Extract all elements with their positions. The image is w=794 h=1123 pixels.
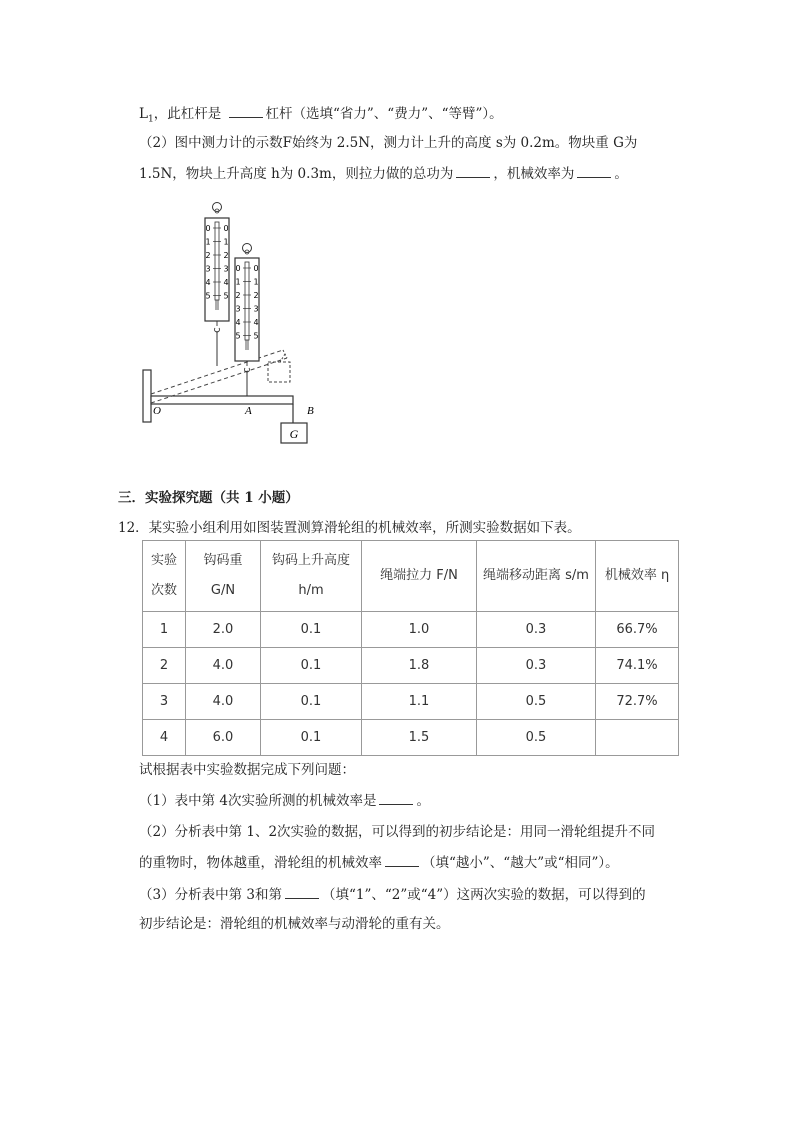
scale-tick-label-left: 2 — [235, 291, 241, 300]
scale-tick-label-left: 4 — [205, 278, 211, 287]
lever-experiment-figure — [135, 198, 335, 473]
scale-tick-label-left: 2 — [205, 251, 211, 260]
scale-tick-label-right: 1 — [253, 277, 259, 287]
answer-blank-total-work[interactable] — [456, 163, 490, 178]
label-a: A — [245, 405, 252, 417]
header-force: 绳端拉力 F/N — [362, 541, 477, 612]
scale-tick-label-left: 5 — [235, 331, 241, 341]
answer-blank-trend[interactable] — [385, 852, 419, 867]
scale-tick-label-right: 5 — [253, 331, 259, 341]
experiment-data-table — [142, 540, 679, 756]
scale-tick-label-right: 1 — [223, 237, 229, 247]
lever-bar — [151, 396, 293, 404]
table-cell: 4.0 — [186, 648, 261, 684]
scale-tick-label-left: 5 — [205, 291, 211, 301]
answer-blank-trial4-efficiency[interactable] — [379, 790, 413, 805]
table-cell: 1.0 — [362, 612, 477, 648]
table-cell: 0.3 — [477, 648, 596, 684]
table-row — [143, 612, 679, 648]
scale-tick-label-right: 5 — [223, 291, 229, 301]
section-title: 三．实验探究题（共 1 小题） — [118, 490, 299, 506]
table-cell: 0.5 — [477, 684, 596, 720]
question-11-part-2-line-2: 1.5N，物块上升高度 h为 0.3m，则拉力做的总功为 ，机械效率为 。 — [139, 163, 628, 184]
table-row — [143, 684, 679, 720]
header-efficiency: 机械效率 η — [596, 541, 679, 612]
scale-tick-label-left: 1 — [235, 277, 241, 287]
table-cell: 0.5 — [477, 720, 596, 756]
table-cell: 0.1 — [261, 612, 362, 648]
scale-tick-label-left: 4 — [235, 318, 241, 327]
table-cell: 2 — [143, 648, 186, 684]
table-cell: 1.8 — [362, 648, 477, 684]
header-height: 钩码上升高度 h/m — [261, 541, 362, 612]
header-trial: 实验 次数 — [143, 541, 186, 612]
scale-tick-label-left: 1 — [205, 237, 211, 247]
table-cell: 0.1 — [261, 684, 362, 720]
scale-tick-label-right: 4 — [223, 278, 229, 287]
scale-tick-label-left: 3 — [205, 264, 211, 274]
question-12-part-3-line-1: （3）分析表中第 3和第 （填“1”、“2”或“4”）这两次实验的数据，可以得到的 — [139, 884, 646, 905]
label-o: O — [153, 405, 161, 417]
scale-tick-label-right: 3 — [253, 304, 259, 314]
question-12-part-2-line-2: 的重物时，物体越重，滑轮组的机械效率 （填“越小”、“越大”或“相同”）。 — [139, 852, 619, 873]
label-g: G — [289, 427, 299, 441]
answer-blank-efficiency[interactable] — [577, 163, 611, 178]
header-distance: 绳端移动距离 s/m — [477, 541, 596, 612]
table-cell: 6.0 — [186, 720, 261, 756]
spring-scale-upper — [205, 203, 229, 367]
scale-tick-label-left: 0 — [205, 224, 211, 233]
table-cell: 72.7% — [596, 684, 679, 720]
scale-tick-label-right: 3 — [223, 264, 229, 274]
table-row — [143, 648, 679, 684]
table-cell: 2.0 — [186, 612, 261, 648]
scale-tick-label-right: 0 — [223, 224, 229, 233]
scale-tick-label-right: 0 — [253, 264, 259, 273]
question-12-part-1: （1）表中第 4次实验所测的机械效率是 。 — [139, 790, 430, 811]
table-header-row — [143, 541, 679, 612]
table-cell: 0.3 — [477, 612, 596, 648]
answer-blank-lever-type[interactable] — [229, 103, 263, 118]
table-cell: 3 — [143, 684, 186, 720]
lifted-weight-block — [268, 362, 290, 382]
spring-scale-lower — [235, 244, 259, 397]
answer-blank-trial-number[interactable] — [285, 884, 319, 899]
scale-tick-label-right: 2 — [223, 251, 229, 260]
table-cell: 4.0 — [186, 684, 261, 720]
question-12-stem: 12．某实验小组利用如图装置测算滑轮组的机械效率，所测实验数据如下表。 — [118, 520, 581, 536]
wall-support — [143, 370, 151, 422]
header-weight: 钩码重 G/N — [186, 541, 261, 612]
table-cell: 66.7% — [596, 612, 679, 648]
scale-tick-label-left: 3 — [235, 304, 241, 314]
table-cell: 0.1 — [261, 720, 362, 756]
question-12-part-3-line-2: 初步结论是：滑轮组的机械效率与动滑轮的重有关。 — [139, 916, 450, 932]
scale-tick-label-right: 2 — [253, 291, 259, 300]
scale-tick-label-left: 0 — [235, 264, 241, 273]
table-cell-empty-efficiency[interactable] — [596, 720, 679, 756]
table-cell: 4 — [143, 720, 186, 756]
lifted-weight-string — [280, 354, 285, 362]
table-cell: 1 — [143, 612, 186, 648]
question-12-part-2-line-1: （2）分析表中第 1、2次实验的数据，可以得到的初步结论是：用同一滑轮组提升不同 — [139, 824, 656, 840]
question-12-instruction: 试根据表中实验数据完成下列问题： — [139, 762, 355, 778]
table-row — [143, 720, 679, 756]
scale-tick-label-right: 4 — [253, 318, 259, 327]
table-cell: 1.5 — [362, 720, 477, 756]
label-b: B — [307, 405, 314, 417]
table-cell: 1.1 — [362, 684, 477, 720]
table-cell: 0.1 — [261, 648, 362, 684]
question-11-part-2-line-1: （2）图中测力计的示数F始终为 2.5N，测力计上升的高度 s为 0.2m。物块重 G为 — [139, 135, 638, 151]
question-11-line-1: $L_1$，此杠杆是 杠杆（选填“省力”、“费力”、“等臂”）。 — [139, 103, 503, 130]
table-cell: 74.1% — [596, 648, 679, 684]
